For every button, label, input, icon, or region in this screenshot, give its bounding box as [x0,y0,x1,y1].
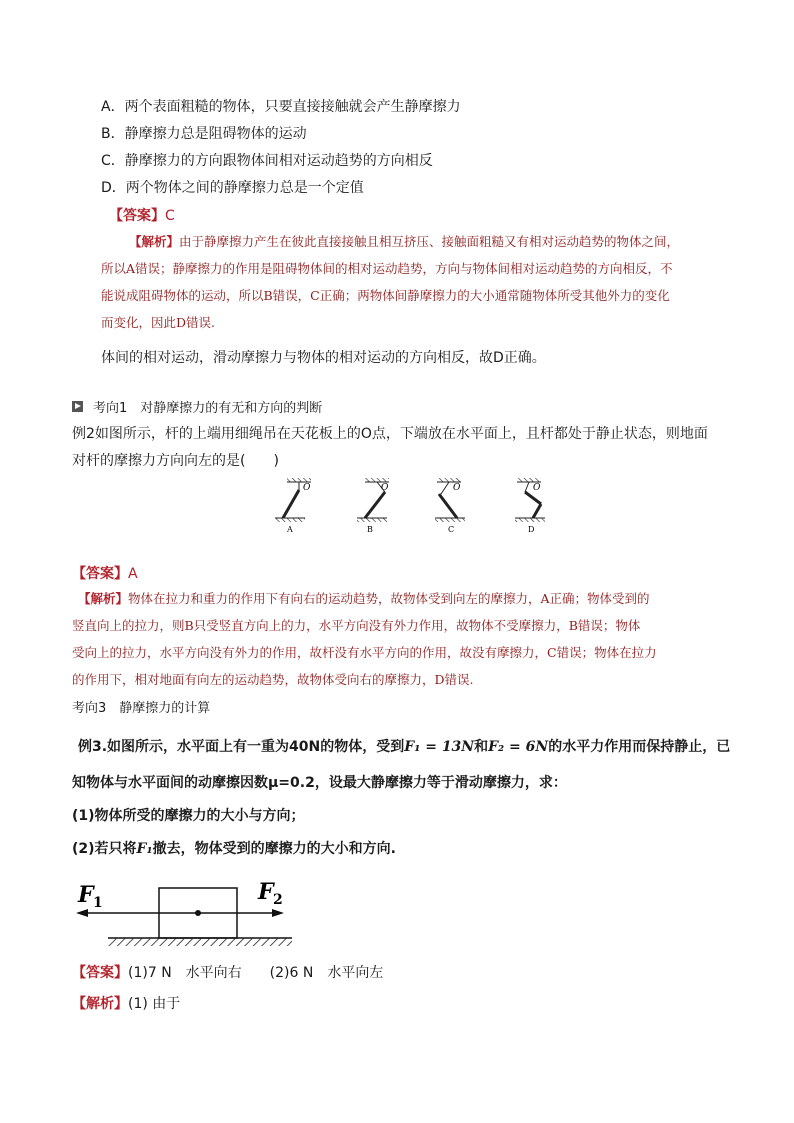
explanation-tag: 【解析】 [72,996,128,1012]
explanation-line: 竖直向上的拉力，则B只受竖直方向上的力，水平方向没有外力作用，故物体不受摩擦力，B错误；物体 [72,618,641,633]
ground-hatch [108,938,292,946]
figure-d [515,478,545,534]
center-dot [195,910,201,916]
f1-subscript: 1 [93,895,103,911]
q3-sub1: (1)物体所受的摩擦力的大小与方向； [72,808,305,824]
figure-label-a: A [287,525,293,534]
f2-label: F [258,879,274,905]
point-o-label: O [533,483,541,493]
option-a: A．两个表面粗糙的物体，只要直接接触就会产生静摩擦力 [101,99,461,115]
explanation-line: 【解析】由于静摩擦力产生在彼此直接接触且相互挤压、接触面粗糙又有相对运动趋势的物体之间， [129,234,680,249]
q2-stem-line: 例2如图所示，杆的上端用细绳吊在天花板上的O点，下端放在水平面上，且杆都处于静止状态，则地面 [72,426,708,442]
q1-extra-line: 体间的相对运动，滑动摩擦力与物体的相对运动的方向相反，故D正确。 [101,350,546,366]
option-d: D．两个物体之间的静摩擦力总是一个定值 [101,180,364,196]
f1-label: F [78,882,94,908]
q2-stem-line: 对杆的摩擦力方向向左的是( ) [72,453,279,469]
figure-label-b: B [367,525,373,534]
q3-answer [72,962,383,982]
figure-label-d: D [528,525,535,534]
explanation-line: 能说成阻碍物体的运动，所以B错误，C正确；两物体间静摩擦力的大小通常随物体所受其他外力的变化 [101,288,670,303]
explanation-line: 【解析】物体在拉力和重力的作用下有向右的运动趋势，故物体受到向左的摩擦力，A正确；物体受到的 [78,591,650,606]
explanation-line: 的作用下，相对地面有向左的运动趋势，故物体受向右的摩擦力，D错误. [72,672,474,687]
q2-answer [72,563,138,583]
figure-a [275,478,311,534]
section1-title: 考向1 对静摩擦力的有无和方向的判断 [93,401,323,416]
section3-title: 考向3 静摩擦力的计算 [72,701,211,716]
answer-value: A [128,566,138,582]
q3-stem-line2: 知物体与水平面间的动摩擦因数μ=0.2，设最大静摩擦力等于滑动摩擦力，求： [72,775,567,791]
answer-value: C [165,208,175,224]
q2-figure [265,474,555,536]
option-b: B．静摩擦力总是阻碍物体的运动 [101,126,307,142]
figure-label-c: C [448,525,455,534]
explanation-tag: 【解析】 [129,234,180,249]
q3-sub2: (2)若只将F₁撤去，物体受到的摩擦力的大小和方向. [72,841,396,857]
answer-tag: 【答案】 [72,566,128,582]
point-o-label: O [381,483,389,493]
explanation-line: 而变化，因此D错误. [101,315,215,330]
explanation-line: 所以A错误；静摩擦力的作用是阻碍物体间的相对运动趋势，方向与物体间相对运动趋势的方向相反，不 [101,261,673,276]
answer-tag: 【答案】 [109,208,165,224]
f1-arrowhead [76,909,88,917]
explanation-line: 受向上的拉力，水平方向没有外力的作用，故杆没有水平方向的作用，故没有摩擦力，C错误；物体在拉力 [72,645,657,660]
figure-c [435,478,465,534]
figure-b [357,478,389,534]
f2-arrowhead [272,909,284,917]
f2-equation: F₂ = 6N [488,739,549,755]
q1-answer [109,205,175,225]
section1-heading [72,397,322,416]
point-o-label: O [303,483,311,493]
play-icon [72,401,83,412]
answer-tag: 【答案】 [72,965,128,981]
f1-equation: F₁ = 13N [404,739,475,755]
q3-figure [72,872,296,952]
q3-stem-line1: 例3.如图所示，水平面上有一重为40N的物体，受到F₁ = 13N和F₂ = 6N的水平力作用而保持静止，已 [78,739,731,755]
explanation-tag: 【解析】 [78,591,129,606]
f2-subscript: 2 [273,892,283,908]
q3-explanation: 【解析】(1) 由于 [72,996,181,1012]
answer-value: (1)7 N 水平向右 (2)6 N 水平向左 [128,965,384,981]
option-c: C．静摩擦力的方向跟物体间相对运动趋势的方向相反 [101,153,433,169]
point-o-label: O [453,483,461,493]
